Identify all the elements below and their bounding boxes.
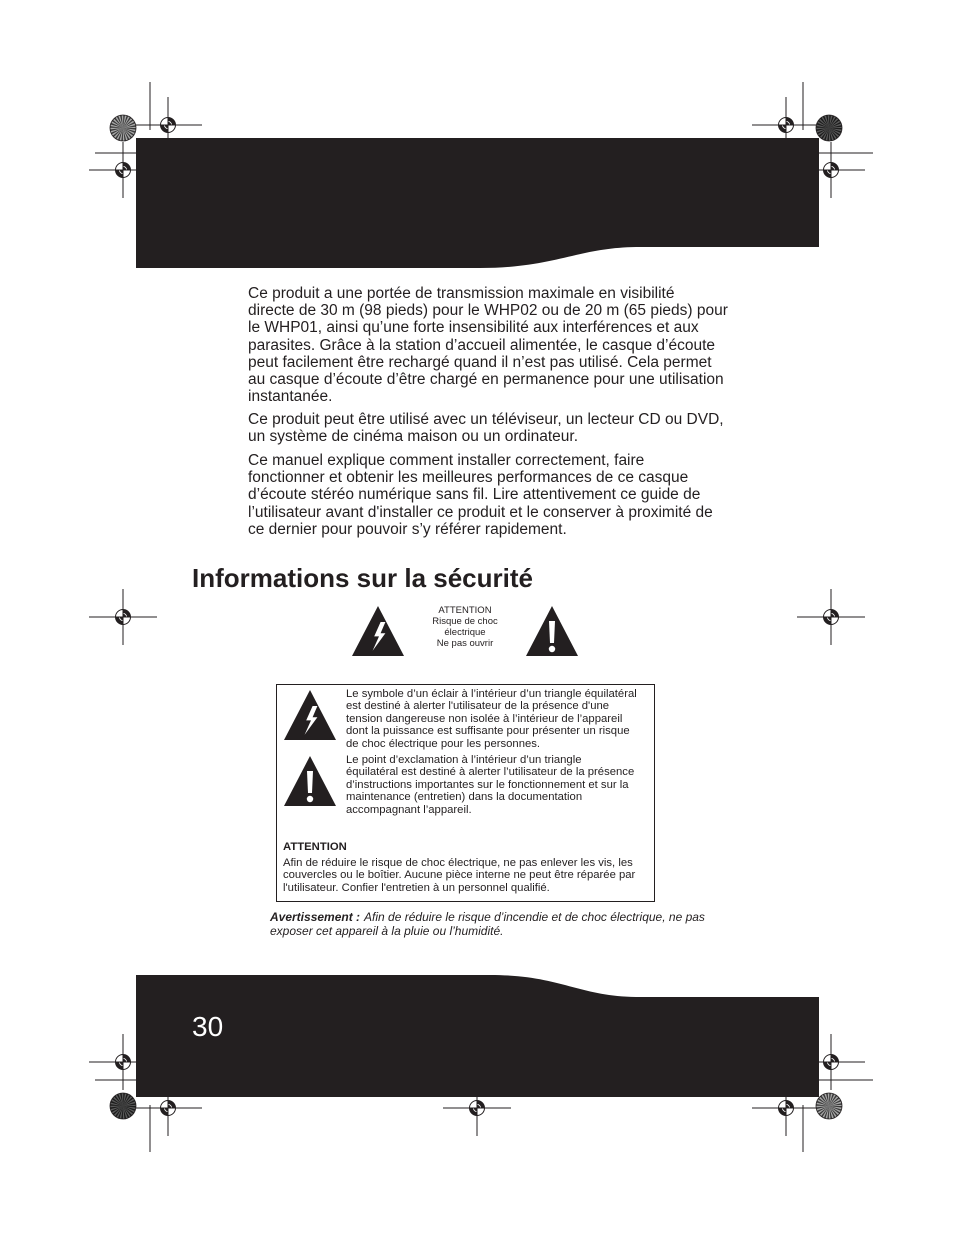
lightning-warning-icon bbox=[284, 690, 336, 740]
header-band bbox=[136, 138, 819, 268]
attention-title: ATTENTION bbox=[283, 840, 347, 853]
text-line: l'utilisateur. Confier l'entretien à un personnel qualifié. bbox=[283, 881, 550, 894]
section-heading: Informations sur la sécurité bbox=[192, 563, 533, 593]
intro-paragraph bbox=[248, 285, 728, 405]
attention-text bbox=[283, 857, 635, 894]
text-line: couvercles ou le boîtier. Aucune pièce interne ne peut être réparée par bbox=[283, 869, 636, 882]
warning-line bbox=[270, 910, 705, 924]
text-line: fonctionner et obtenir les meilleures performances de ce casque bbox=[248, 469, 689, 487]
exclamation-symbol-description bbox=[346, 754, 634, 816]
text-line: équilatéral est destiné à alerter l’utilisateur de la présence bbox=[346, 766, 635, 779]
registration-mark-icon bbox=[797, 589, 865, 645]
text-line: parasites. Grâce à la station d’accueil alimentée, le casque d’écoute bbox=[248, 336, 715, 354]
caution-label-line: Risque de choc bbox=[432, 615, 498, 627]
warning-text: Afin de réduire le risque d’incendie et de choc électrique, ne pas bbox=[364, 910, 705, 924]
text-line: Ce manuel explique comment installer correctement, faire bbox=[248, 452, 645, 469]
caution-label-line: Ne pas ouvrir bbox=[436, 637, 494, 649]
text-line: l’utilisateur avant d'installer ce produit et le conserver à proximité de bbox=[248, 503, 713, 521]
text-line: d’instructions importantes sur le fonctionnement et sur la bbox=[346, 778, 629, 791]
safety-symbols-box bbox=[276, 684, 655, 902]
fire-shock-warning bbox=[270, 910, 705, 938]
caution-label bbox=[415, 605, 515, 649]
text-line: Le point d’exclamation à l’intérieur d’un triangle bbox=[346, 754, 582, 766]
text-line: Le symbole d’un éclair à l’intérieur d’un triangle équilatéral bbox=[346, 688, 637, 700]
caution-label-line: électrique bbox=[444, 626, 486, 638]
color-bar-starburst-icon bbox=[816, 1093, 842, 1119]
lightning-symbol-description bbox=[346, 688, 637, 750]
color-bar-starburst-icon bbox=[816, 115, 842, 141]
text-line: de choc électrique pour les personnes. bbox=[346, 737, 541, 750]
text-line: accompagnant l’appareil. bbox=[346, 803, 472, 816]
color-bar-starburst-icon bbox=[110, 115, 136, 141]
text-line: le WHP01, ainsi qu’une forte insensibilité aux interférences et aux bbox=[248, 319, 699, 337]
text-line: maintenance (entretien) dans la documentation bbox=[346, 791, 583, 804]
text-line: Afin de réduire le risque de choc électrique, ne pas enlever les vis, les bbox=[283, 857, 633, 869]
text-line: Ce produit a une portée de transmission maximale en visibilité bbox=[248, 285, 675, 302]
text-line: instantanée. bbox=[248, 388, 333, 406]
text-line: un système de cinéma maison ou un ordinateur. bbox=[248, 428, 578, 446]
text-line: ce dernier pour pouvoir s’y référer rapidement. bbox=[248, 520, 567, 538]
text-line: d’écoute stéréo numérique sans fil. Lire attentivement ce guide de bbox=[248, 486, 701, 504]
warning-label: Avertissement : bbox=[270, 910, 361, 924]
color-bar-starburst-icon bbox=[110, 1093, 136, 1119]
intro-paragraph bbox=[248, 452, 713, 538]
lightning-warning-icon bbox=[352, 606, 404, 656]
warning-line: exposer cet appareil à la pluie ou l’humidité. bbox=[270, 924, 504, 938]
page-number: 30 bbox=[192, 1011, 224, 1042]
exclamation-warning-icon bbox=[526, 606, 578, 656]
caution-label-line: ATTENTION bbox=[438, 604, 492, 616]
text-line: tension dangereuse non isolée à l’intérieur de l’appareil bbox=[346, 712, 623, 725]
text-line: peut facilement être rechargé quand il n’est pas utilisé. Cela permet bbox=[248, 353, 712, 371]
footer-band bbox=[136, 975, 819, 1097]
text-line: dont la puissance est suffisante pour présenter un risque bbox=[346, 725, 630, 738]
text-line: Ce produit peut être utilisé avec un téléviseur, un lecteur CD ou DVD, bbox=[248, 411, 724, 428]
registration-mark-icon bbox=[89, 589, 157, 645]
text-line: est destiné à alerter l'utilisateur de la présence d'une bbox=[346, 700, 610, 713]
text-line: au casque d’écoute d’être chargé en permanence pour une utilisation bbox=[248, 371, 724, 389]
exclamation-warning-icon bbox=[284, 756, 336, 806]
text-line: directe de 30 m (98 pieds) pour le WHP02 ou de 20 m (65 pieds) pour bbox=[248, 302, 728, 320]
intro-paragraph bbox=[248, 411, 724, 445]
